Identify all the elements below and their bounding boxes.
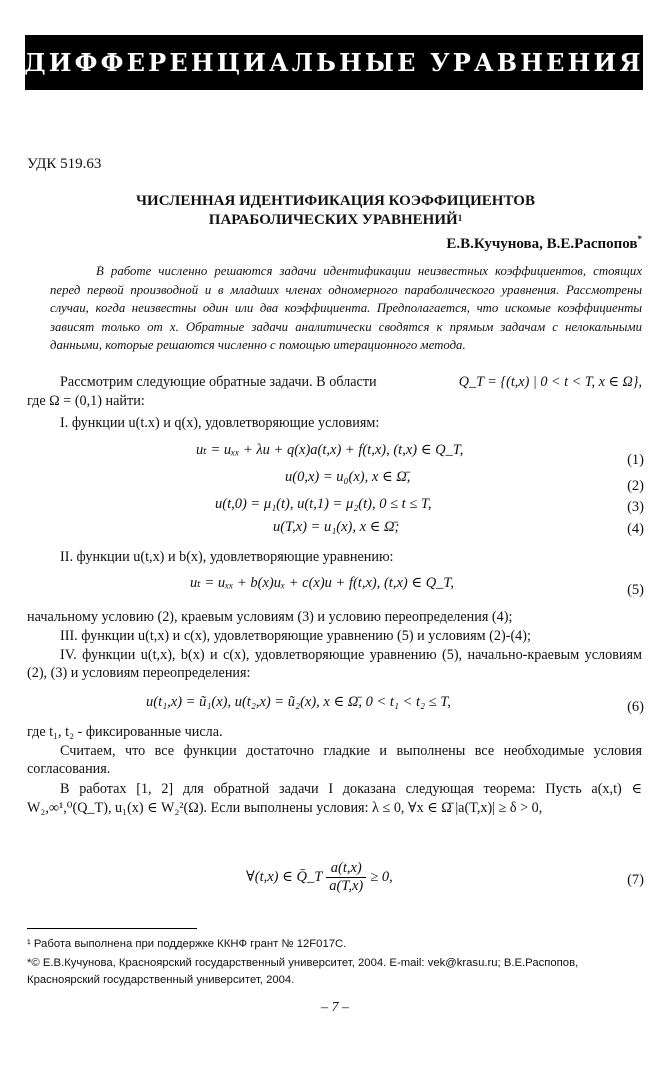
domain-definition: Q_T = {(t,x) | 0 < t < T, x ∈ Ω}, — [458, 374, 642, 390]
equation-7 — [246, 860, 393, 895]
equation-3: u(t,0) = μ₁(t), u(t,1) = μ₂(t), 0 ≤ t ≤ T, — [215, 496, 432, 512]
equation-5: uₜ = uₓₓ + b(x)uₓ + c(x)u + f(t,x), (t,x) ∈ Q_T, — [190, 575, 455, 591]
equation-number-2: (2) — [627, 478, 644, 494]
abstract: В работе численно решаются задачи идентификации неизвестных коэффициентов, стоящих перед первой производной и в младших членах одномерного параболического уравнения. Рассмотрены случаи, когда неизвестны один или два коэффициента. Предполагается, что искомые коэффициенты зависят только от x. Обратные задачи аналитически сводятся к прямым задачам с нелокальными данными, которые решаются численно с помощью итерационного метода. — [50, 264, 642, 352]
article-title-line-1: ЧИСЛЕННАЯ ИДЕНТИФИКАЦИЯ КОЭФФИЦИЕНТОВ — [136, 193, 535, 209]
footnote-2: *© Е.В.Кучунова, Красноярский государственный университет, 2004. E-mail: vek@krasu.ru; В.Е.Распопов, Красноярский государственный университет, 2004. — [27, 957, 579, 986]
theorem-paragraph: В работах [1, 2] для обратной задачи I доказана следующая теорема: Пусть a(x,t) ∈ W₂,∞¹,⁰(Q_T), u₁(x) ∈ W₂²(Ω). Если выполнены условия: λ ≤ 0, ∀x ∈ Ω̄ |a(T,x)| ≥ δ > 0, — [27, 781, 642, 816]
equation-1: uₜ = uₓₓ + λu + q(x)a(t,x) + f(t,x), (t,x) ∈ Q_T, — [196, 442, 464, 458]
equation-7-numerator: a(t,x) — [326, 860, 366, 878]
equation-number-6: (6) — [627, 699, 644, 715]
equation-number-7: (7) — [627, 872, 644, 888]
authors — [446, 236, 642, 253]
equation-7-denominator: a(T,x) — [329, 878, 364, 894]
footnote-1: ¹ Работа выполнена при поддержке ККНФ грант № 12F017С. — [27, 938, 347, 950]
equation-number-1: (1) — [627, 452, 644, 468]
problem-3-heading: III. функции u(t,x) и c(x), удовлетворяющие уравнению (5) и условиям (2)-(4); — [60, 628, 531, 644]
equation-7-relation: ≥ 0, — [370, 869, 393, 885]
udk-code: УДК 519.63 — [27, 156, 102, 172]
equation-number-3: (3) — [627, 499, 644, 515]
equation-2: u(0,x) = u₀(x), x ∈ Ω̄, — [285, 469, 411, 485]
equation-number-5: (5) — [627, 582, 644, 598]
equation-7-quantifier: ∀(t,x) ∈ Q̄_T — [246, 869, 323, 885]
problem-2-heading: II. функции u(t,x) и b(x), удовлетворяющие уравнению: — [60, 549, 394, 565]
article-title-line-2 — [27, 211, 644, 230]
section-banner — [25, 35, 643, 90]
article-title-line-2-text: ПАРАБОЛИЧЕСКИХ УРАВНЕНИЙ — [208, 212, 458, 228]
problem-2-conditions: начальному условию (2), краевым условиям (3) и условию переопределения (4); — [27, 609, 513, 625]
authors-footnote-mark: * — [637, 234, 642, 244]
problem-4-heading: IV. функции u(t,x), b(x) и c(x), удовлетворяющие уравнению (5), начально-краевым условиям (2), (3) и условиям переопределения: — [27, 647, 642, 681]
section-banner-text: ДИФФЕРЕНЦИАЛЬНЫЕ УРАВНЕНИЯ — [24, 48, 644, 77]
title-footnote-mark: 1 — [457, 213, 463, 223]
equation-6: u(t₁,x) = ũ₁(x), u(t₂,x) = ũ₂(x), x ∈ Ω̄, 0 < t₁ < t₂ ≤ T, — [146, 694, 451, 710]
fixed-numbers-note: где t₁, t₂ - фиксированные числа. — [27, 724, 223, 740]
problem-1-heading: I. функции u(t.x) и q(x), удовлетворяющие условиям: — [60, 415, 380, 431]
smoothness-paragraph: Считаем, что все функции достаточно гладкие и выполнены все необходимые условия согласования. — [27, 743, 642, 777]
footnote-divider — [27, 928, 197, 929]
equation-4: u(T,x) = u₁(x), x ∈ Ω̄; — [273, 519, 400, 535]
intro-line — [27, 373, 642, 391]
equation-7-fraction — [326, 860, 366, 895]
authors-text: Е.В.Кучунова, В.Е.Распопов — [446, 236, 638, 252]
page-number: – 7 – — [321, 1000, 349, 1015]
equation-number-4: (4) — [627, 521, 644, 537]
intro-text: Рассмотрим следующие обратные задачи. В области — [60, 374, 377, 390]
omega-definition: где Ω = (0,1) найти: — [27, 393, 145, 409]
